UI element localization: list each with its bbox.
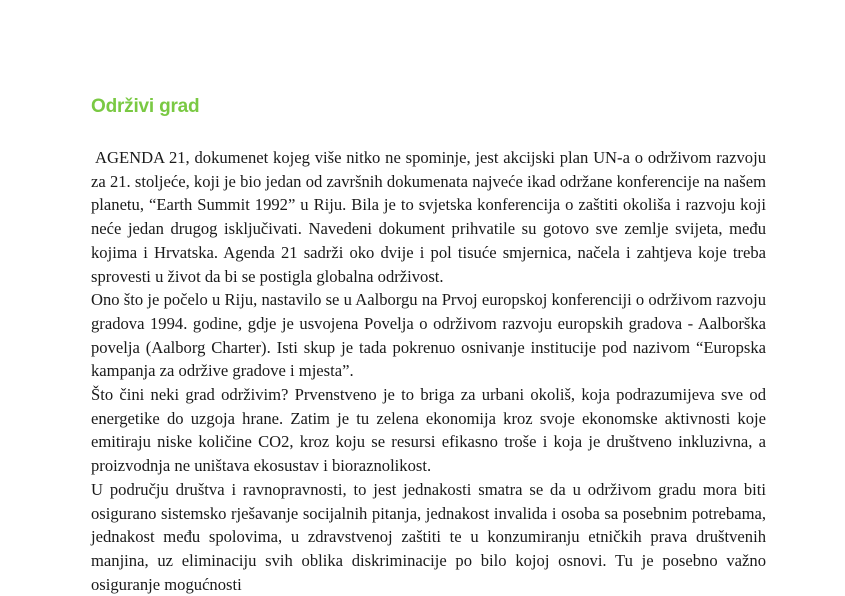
paragraph-aalborg: Ono što je počelo u Riju, nastavilo se u Aalborgu na Prvoj europskoj konferenciji o održivom razvoju gradova 1994. godine, gdje je usvojena Povelja o održivom razvoju europskih gradova - Aalborška povelja (Aalborg Charter). Isti skup je tada pokrenuo osnivanje institucije pod nazivom “Europska kampanja za održive gradove i mjesta”. [91, 290, 766, 381]
paragraph-society-equality: U području društva i ravnopravnosti, to jest jednakosti smatra se da u održivom gradu mora biti osigurano sistemsko rješavanje socijalnih pitanja, jednakost invalida i osoba sa posebnim potrebama, jednakost među spolovima, u zdravstvenoj zaštiti te u konzumiranju etničkih prava društvenih manjina, uz eliminaciju svih oblika diskriminacije po bilo kojoj osnovi. Tu je posebno važno osiguranje mogućnosti [91, 479, 766, 594]
section-title: Održivi grad [91, 96, 200, 117]
article-body [91, 146, 766, 596]
paragraph-agenda-21: AGENDA 21, dokumenet kojeg više nitko ne spominje, jest akcijski plan UN-a o održivom razvoju za 21. stoljeće, koji je bio jedan od završnih dokumenata najveće ikad održane konferencije na našem planetu, “Earth Summit 1992” u Riju. Bila je to svjetska konferencija o zaštiti okoliša i razvoju koji neće jedan drugog isključivati. Navedeni dokument prihvatile su gotovo sve zemlje svijeta, među kojima i Hrvatska. Agenda 21 sadrži oko dvije i pol tisuće smjernica, načela i zahtjeva koje treba sprovesti u život da bi se postigla globalna održivost. [91, 148, 766, 286]
paragraph-sustainable-city: Što čini neki grad održivim? Prvenstveno je to briga za urbani okoliš, koja podrazumijeva sve od energetike do uzgoja hrane. Zatim je tu zelena ekonomija kroz svoje ekonomske aktivnosti koje emitiraju niske količine CO2, kroz koju se resursi efikasno troše i koja je društveno inkluzivna, a proizvodnja ne uništava ekosustav i bioraznolikost. [91, 385, 766, 476]
